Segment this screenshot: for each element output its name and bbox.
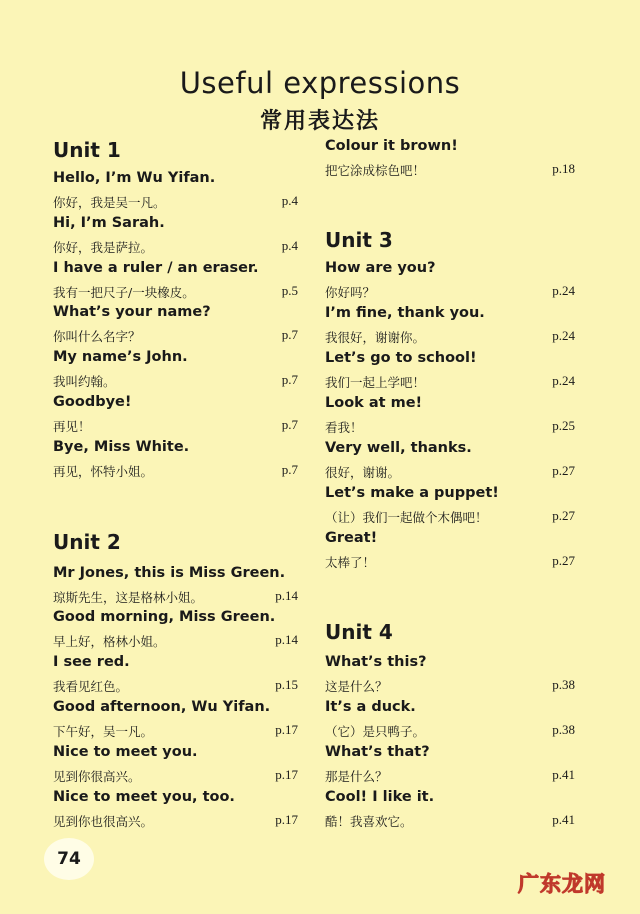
expression-en: I have a ruler / an eraser.	[53, 260, 259, 276]
expression-en: Mr Jones, this is Miss Green.	[53, 565, 286, 581]
expression-en: I’m fine, thank you.	[325, 305, 485, 321]
expression-zh: 你好，我是吴一凡。	[53, 195, 166, 210]
page-ref: p.17	[275, 812, 298, 827]
expression-entry	[53, 394, 298, 438]
expression-zh: 下午好，吴一凡。	[53, 724, 154, 739]
expression-zh: 再见，怀特小姐。	[53, 464, 154, 479]
page-ref: p.18	[552, 161, 575, 176]
expression-en: Let’s go to school!	[325, 350, 477, 366]
page-ref: p.27	[552, 463, 575, 478]
expression-zh: 见到你很高兴。	[53, 769, 141, 784]
expression-en: I see red.	[53, 654, 130, 670]
expression-zh: （它）是只鸭子。	[325, 724, 426, 739]
expression-en: How are you?	[325, 260, 436, 276]
expression-entry	[53, 304, 298, 348]
expression-entry	[53, 565, 298, 609]
page-ref: p.25	[552, 418, 575, 433]
page-ref: p.27	[552, 553, 575, 568]
expression-entry	[53, 260, 298, 304]
expression-zh: 把它涂成棕色吧！	[325, 163, 426, 178]
expression-entry	[325, 699, 575, 743]
expression-zh: 琼斯先生，这是格林小姐。	[53, 590, 204, 605]
expression-zh: 太棒了！	[325, 555, 376, 570]
page-ref: p.4	[281, 193, 298, 208]
expression-entry	[325, 654, 575, 698]
expression-zh: 酷！我喜欢它。	[325, 814, 413, 829]
expression-en: Bye, Miss White.	[53, 439, 190, 455]
page-ref: p.7	[281, 327, 298, 342]
expression-entry	[325, 138, 575, 182]
expression-en: Very well, thanks.	[325, 440, 472, 456]
expression-entry	[325, 440, 575, 484]
expression-en: Cool! I like it.	[325, 789, 435, 805]
page-ref: p.24	[552, 373, 575, 388]
expression-en: Nice to meet you.	[53, 744, 198, 760]
expression-entry	[53, 349, 298, 393]
page-ref: p.4	[281, 238, 298, 253]
expression-entry	[53, 215, 298, 259]
expression-en: Hello, I’m Wu Yifan.	[53, 170, 216, 186]
expression-zh: 再见！	[53, 419, 91, 434]
expression-entry	[325, 305, 575, 349]
expression-zh: 你好，我是萨拉。	[53, 240, 154, 255]
expression-entry	[325, 789, 575, 833]
page-ref: p.15	[275, 677, 298, 692]
page-ref: p.17	[275, 767, 298, 782]
expression-en: Nice to meet you, too.	[53, 789, 235, 805]
page-ref: p.27	[552, 508, 575, 523]
expression-entry	[325, 395, 575, 439]
page-ref: p.14	[275, 632, 298, 647]
page-ref: p.7	[281, 462, 298, 477]
expression-entry	[53, 170, 298, 214]
expression-en: My name’s John.	[53, 349, 188, 365]
expression-en: What’s your name?	[53, 304, 211, 320]
expression-entry	[325, 530, 575, 574]
page-ref: p.41	[552, 812, 575, 827]
expression-entry	[325, 744, 575, 788]
expression-entry	[53, 439, 298, 483]
expression-zh: 看我！	[325, 420, 363, 435]
expression-en: Let’s make a puppet!	[325, 485, 499, 501]
page-ref: p.17	[275, 722, 298, 737]
expression-zh: 那是什么？	[325, 769, 388, 784]
watermark-logo: 广东龙网	[518, 872, 606, 896]
expression-zh: （让）我们一起做个木偶吧！	[325, 510, 488, 525]
expression-entry	[53, 654, 298, 698]
unit-2-heading: Unit 2	[53, 530, 121, 554]
unit-1-heading: Unit 1	[53, 138, 121, 162]
expression-en: What’s that?	[325, 744, 430, 760]
expression-zh: 这是什么？	[325, 679, 388, 694]
expression-zh: 我们一起上学吧！	[325, 375, 426, 390]
expression-en: Good afternoon, Wu Yifan.	[53, 699, 271, 715]
page-ref: p.7	[281, 372, 298, 387]
page-title-en: Useful expressions	[179, 66, 461, 100]
expression-zh: 我有一把尺子/一块橡皮。	[53, 285, 195, 300]
expression-entry	[53, 609, 298, 653]
expression-entry	[53, 699, 298, 743]
page-ref: p.24	[552, 283, 575, 298]
page-number: 74	[44, 838, 94, 880]
expression-zh: 见到你也很高兴。	[53, 814, 154, 829]
expression-zh: 我叫约翰。	[53, 374, 116, 389]
expression-en: What’s this?	[325, 654, 427, 670]
expression-zh: 很好，谢谢。	[325, 465, 401, 480]
page-ref: p.14	[275, 588, 298, 603]
unit-3-heading: Unit 3	[325, 228, 393, 252]
expression-zh: 你叫什么名字？	[53, 329, 141, 344]
expression-zh: 早上好，格林小姐。	[53, 634, 166, 649]
expression-en: Good morning, Miss Green.	[53, 609, 276, 625]
expression-zh: 我很好，谢谢你。	[325, 330, 426, 345]
page-ref: p.7	[281, 417, 298, 432]
page-ref: p.24	[552, 328, 575, 343]
expression-zh: 我看见红色。	[53, 679, 129, 694]
expression-entry	[325, 485, 575, 529]
unit-4-heading: Unit 4	[325, 620, 393, 644]
page-title-zh: 常用表达法	[259, 109, 380, 134]
expression-en: It’s a duck.	[325, 699, 416, 715]
expression-en: Goodbye!	[53, 394, 132, 410]
expression-en: Look at me!	[325, 395, 423, 411]
expression-entry	[325, 260, 575, 304]
expression-en: Great!	[325, 530, 378, 546]
page-ref: p.41	[552, 767, 575, 782]
expression-en: Hi, I’m Sarah.	[53, 215, 165, 231]
expression-entry	[325, 350, 575, 394]
expression-entry	[53, 789, 298, 833]
page-ref: p.38	[552, 722, 575, 737]
expression-zh: 你好吗？	[325, 285, 376, 300]
expression-entry	[53, 744, 298, 788]
expression-en: Colour it brown!	[325, 138, 458, 154]
page-ref: p.5	[281, 283, 298, 298]
page-ref: p.38	[552, 677, 575, 692]
